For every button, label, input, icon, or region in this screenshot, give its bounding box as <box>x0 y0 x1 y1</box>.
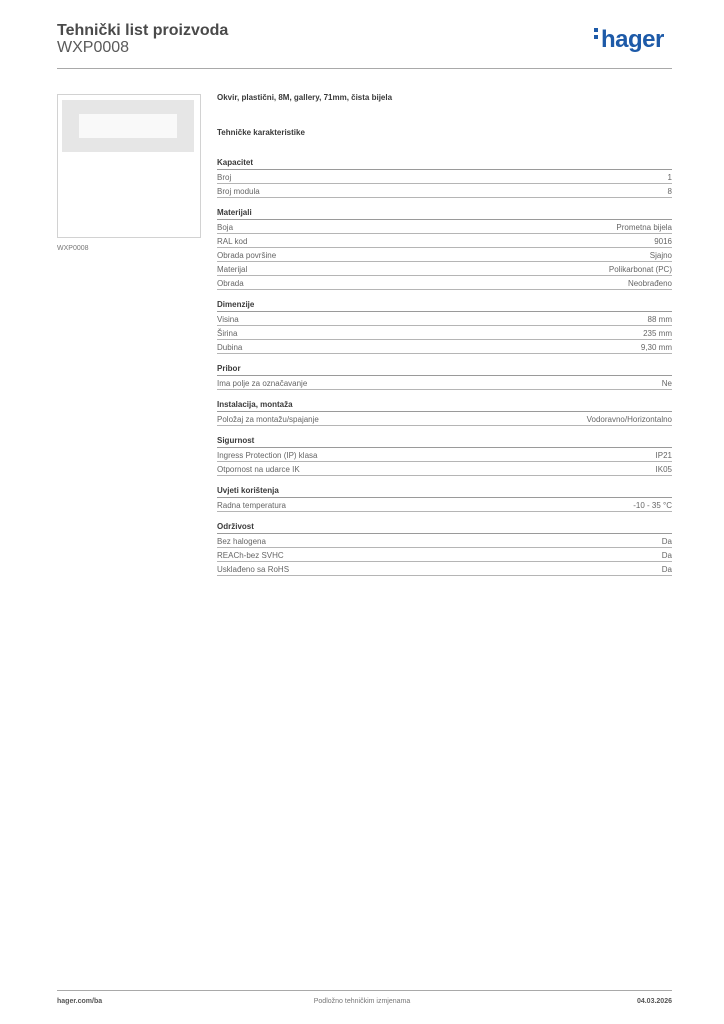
spec-group-title: Instalacija, montaža <box>217 400 672 412</box>
spec-value: IK05 <box>655 465 672 474</box>
spec-label: Širina <box>217 329 238 338</box>
spec-label: Radna temperatura <box>217 501 286 510</box>
spec-group-title: Kapacitet <box>217 158 672 170</box>
spec-label: Dubina <box>217 343 243 352</box>
spec-value: 1 <box>667 173 672 182</box>
frame-opening <box>79 114 177 138</box>
spec-row <box>217 548 672 562</box>
spec-label: Obrada <box>217 279 244 288</box>
spec-group-title: Dimenzije <box>217 300 672 312</box>
spec-value: IP21 <box>655 451 672 460</box>
spec-label: RAL kod <box>217 237 248 246</box>
spec-label: Ingress Protection (IP) klasa <box>217 451 318 460</box>
spec-group-title: Uvjeti korištenja <box>217 486 672 498</box>
spec-group <box>217 364 672 390</box>
spec-group <box>217 208 672 290</box>
spec-label: Boja <box>217 223 234 232</box>
spec-group <box>217 300 672 354</box>
spec-label: REACh-bez SVHC <box>217 551 284 560</box>
spec-row <box>217 462 672 476</box>
spec-label: Broj <box>217 173 232 182</box>
logo-text: hager <box>601 26 664 53</box>
hager-logo <box>594 26 664 54</box>
frame-illustration <box>62 100 194 152</box>
spec-groups <box>217 158 672 576</box>
spec-row <box>217 562 672 576</box>
spec-group-title: Pribor <box>217 364 672 376</box>
spec-value: Prometna bijela <box>616 223 672 232</box>
spec-label: Bez halogena <box>217 537 266 546</box>
spec-row <box>217 326 672 340</box>
product-image <box>57 94 201 238</box>
spec-label: Usklađeno sa RoHS <box>217 565 290 574</box>
spec-row <box>217 220 672 234</box>
footer-notice: Podložno tehničkim izmjenama <box>313 998 411 1005</box>
spec-group <box>217 486 672 512</box>
spec-row <box>217 184 672 198</box>
spec-value: 235 mm <box>643 329 672 338</box>
spec-value: 9,30 mm <box>640 343 672 352</box>
spec-group <box>217 436 672 476</box>
spec-value: -10 - 35 °C <box>633 501 672 510</box>
spec-row <box>217 534 672 548</box>
spec-value: Da <box>661 537 672 546</box>
spec-row <box>217 498 672 512</box>
spec-value: Ne <box>661 379 672 388</box>
spec-value: 88 mm <box>647 315 672 324</box>
spec-row <box>217 376 672 390</box>
spec-row <box>217 340 672 354</box>
header-divider <box>57 68 672 69</box>
spec-row <box>217 312 672 326</box>
spec-row <box>217 170 672 184</box>
product-description: Okvir, plastični, 8M, gallery, 71mm, čista bijela <box>217 93 393 102</box>
spec-label: Otpornost na udarce IK <box>217 465 300 474</box>
spec-row <box>217 412 672 426</box>
spec-label: Broj modula <box>217 187 260 196</box>
spec-label: Ima polje za označavanje <box>217 379 308 388</box>
logo-dots-icon <box>594 28 599 42</box>
spec-label: Položaj za montažu/spajanje <box>217 415 319 424</box>
footer-divider <box>57 990 672 991</box>
spec-label: Materijal <box>217 265 248 274</box>
spec-row <box>217 234 672 248</box>
spec-group-title: Održivost <box>217 522 672 534</box>
spec-value: Neobrađeno <box>627 279 672 288</box>
spec-group <box>217 400 672 426</box>
section-heading: Tehničke karakteristike <box>217 128 305 137</box>
spec-value: 9016 <box>654 237 672 246</box>
spec-row <box>217 262 672 276</box>
spec-group <box>217 158 672 198</box>
spec-value: 8 <box>667 187 672 196</box>
spec-group <box>217 522 672 576</box>
spec-group-title: Materijali <box>217 208 672 220</box>
spec-label: Obrada površine <box>217 251 277 260</box>
image-caption: WXP0008 <box>57 245 89 252</box>
spec-group-title: Sigurnost <box>217 436 672 448</box>
spec-row <box>217 276 672 290</box>
spec-row <box>217 448 672 462</box>
spec-value: Da <box>661 565 672 574</box>
spec-label: Visina <box>217 315 239 324</box>
spec-value: Vodoravno/Horizontalno <box>586 415 672 424</box>
spec-value: Da <box>661 551 672 560</box>
product-code: WXP0008 <box>57 39 130 56</box>
spec-row <box>217 248 672 262</box>
page-title: Tehnički list proizvoda <box>57 22 229 39</box>
spec-value: Sjajno <box>649 251 672 260</box>
spec-content <box>217 93 672 586</box>
footer-date: 04.03.2026 <box>636 998 672 1005</box>
footer-website: hager.com/ba <box>57 998 103 1005</box>
spec-value: Polikarbonat (PC) <box>608 265 672 274</box>
